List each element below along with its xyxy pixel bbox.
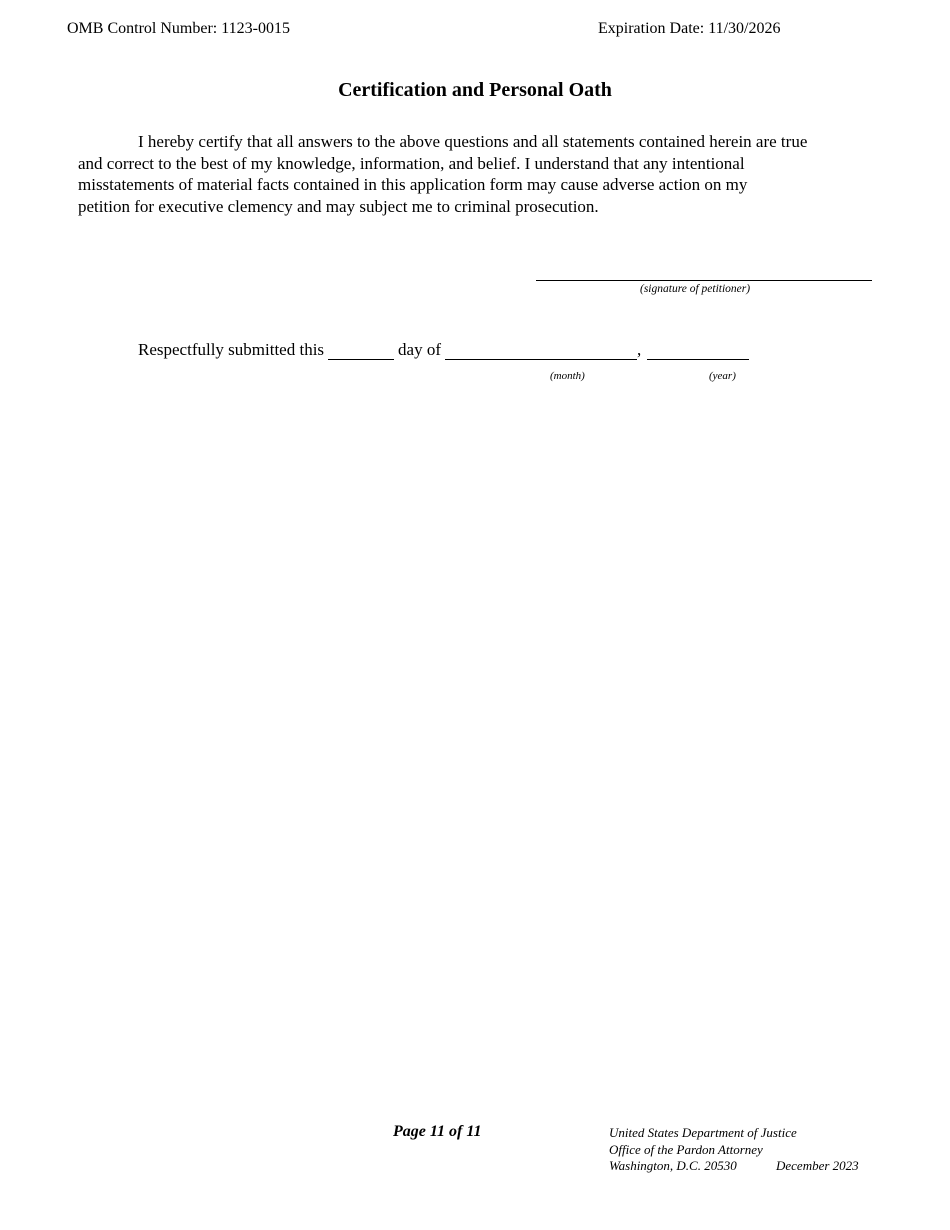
paragraph-line: and correct to the best of my knowledge, information, and belief. I understand that any intentional [78,153,745,173]
paragraph-line: I hereby certify that all answers to the above questions and all statements contained herein are true [138,132,808,151]
year-field[interactable] [647,341,749,360]
signature-caption: (signature of petitioner) [640,283,751,295]
comma-separator: , [637,340,642,359]
certification-paragraph [78,131,878,218]
page-number: Page 11 of 11 [393,1123,482,1140]
year-caption: (year) [709,370,736,382]
day-of-label: day of [398,340,442,359]
month-caption: (month) [550,370,585,382]
omb-control-number: OMB Control Number: 1123-0015 [67,20,290,37]
submission-line [138,340,753,360]
paragraph-line: petition for executive clemency and may subject me to criminal prosecution. [78,197,599,217]
footer-department: United States Department of Justice [609,1125,797,1140]
month-field[interactable] [445,341,637,360]
submission-prefix: Respectfully submitted this [138,340,325,359]
day-field[interactable] [328,341,394,360]
paragraph-line: misstatements of material facts contained in this application form may cause adverse action on my [78,175,748,195]
page-title: Certification and Personal Oath [338,79,612,101]
expiration-date: Expiration Date: 11/30/2026 [598,20,781,37]
footer-address: Washington, D.C. 20530 [609,1158,737,1173]
footer-date: December 2023 [776,1158,859,1173]
signature-field[interactable] [536,280,872,281]
footer-office: Office of the Pardon Attorney [609,1142,763,1157]
